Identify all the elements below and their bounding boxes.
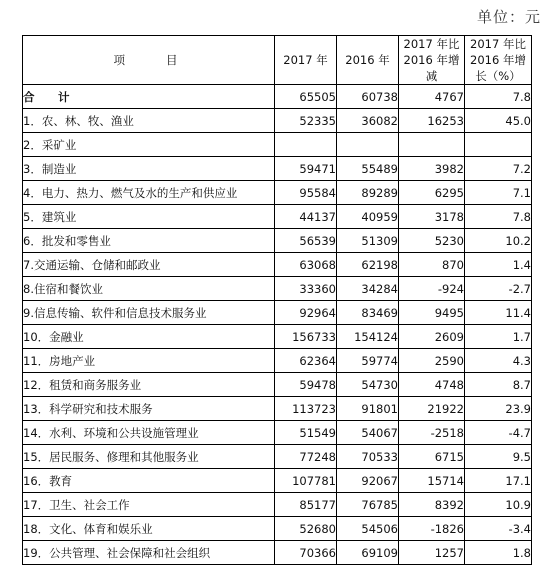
value-2017: 59471	[275, 157, 337, 181]
row-name: 16．教育	[23, 469, 275, 493]
value-2016: 70533	[337, 445, 399, 469]
row-name: 8.住宿和餐饮业	[23, 277, 275, 301]
table-row	[23, 277, 532, 301]
value-change: 8392	[399, 493, 465, 517]
value-change: 6295	[399, 181, 465, 205]
table-row	[23, 109, 532, 133]
value-2017: 65505	[275, 85, 337, 109]
value-change: 21922	[399, 397, 465, 421]
value-2017: 51549	[275, 421, 337, 445]
value-growth: 45.0	[465, 109, 532, 133]
value-growth: 10.9	[465, 493, 532, 517]
table-row	[23, 181, 532, 205]
row-name: 5．建筑业	[23, 205, 275, 229]
value-growth: -3.4	[465, 517, 532, 541]
value-growth: 17.1	[465, 469, 532, 493]
value-2016: 154124	[337, 325, 399, 349]
wage-table	[22, 35, 532, 565]
value-2017: 44137	[275, 205, 337, 229]
value-2017: 113723	[275, 397, 337, 421]
value-growth: 10.2	[465, 229, 532, 253]
row-name: 19．公共管理、社会保障和社会组织	[23, 541, 275, 565]
value-growth: 7.1	[465, 181, 532, 205]
value-2017: 33360	[275, 277, 337, 301]
value-2017: 107781	[275, 469, 337, 493]
table-row	[23, 253, 532, 277]
header-2017: 2017 年	[275, 36, 337, 85]
value-growth: 9.5	[465, 445, 532, 469]
table-row	[23, 301, 532, 325]
row-name: 17．卫生、社会工作	[23, 493, 275, 517]
value-2016: 36082	[337, 109, 399, 133]
row-name: 14．水利、环境和公共设施管理业	[23, 421, 275, 445]
table-row	[23, 373, 532, 397]
value-2017	[275, 133, 337, 157]
table-row	[23, 133, 532, 157]
value-2016: 54730	[337, 373, 399, 397]
header-item: 项 目	[23, 36, 275, 85]
value-growth: 7.8	[465, 205, 532, 229]
unit-label: 单位：元	[476, 8, 541, 26]
value-growth: 7.2	[465, 157, 532, 181]
value-change: 9495	[399, 301, 465, 325]
row-name: 15．居民服务、修理和其他服务业	[23, 445, 275, 469]
table-row	[23, 157, 532, 181]
table-row	[23, 517, 532, 541]
value-2017: 85177	[275, 493, 337, 517]
value-2016: 54067	[337, 421, 399, 445]
row-name: 2．采矿业	[23, 133, 275, 157]
value-2017: 52335	[275, 109, 337, 133]
value-2016: 59774	[337, 349, 399, 373]
value-growth: -2.7	[465, 277, 532, 301]
value-2017: 95584	[275, 181, 337, 205]
value-change	[399, 133, 465, 157]
value-growth: 4.3	[465, 349, 532, 373]
value-2017: 77248	[275, 445, 337, 469]
value-growth: 7.8	[465, 85, 532, 109]
value-2016: 83469	[337, 301, 399, 325]
header-2016: 2016 年	[337, 36, 399, 85]
row-name: 12．租赁和商务服务业	[23, 373, 275, 397]
value-change: 5230	[399, 229, 465, 253]
value-growth: 1.8	[465, 541, 532, 565]
value-growth: 1.4	[465, 253, 532, 277]
table-row	[23, 421, 532, 445]
value-2017: 156733	[275, 325, 337, 349]
value-2016: 34284	[337, 277, 399, 301]
table-row	[23, 85, 532, 109]
value-2016: 92067	[337, 469, 399, 493]
value-2016	[337, 133, 399, 157]
row-name: 10．金融业	[23, 325, 275, 349]
value-2017: 92964	[275, 301, 337, 325]
table-row	[23, 493, 532, 517]
value-growth: 1.7	[465, 325, 532, 349]
row-name: 6．批发和零售业	[23, 229, 275, 253]
value-change: 2590	[399, 349, 465, 373]
value-growth: -4.7	[465, 421, 532, 445]
value-2017: 52680	[275, 517, 337, 541]
value-2016: 89289	[337, 181, 399, 205]
value-2017: 70366	[275, 541, 337, 565]
table-row	[23, 445, 532, 469]
value-2016: 55489	[337, 157, 399, 181]
value-change: -1826	[399, 517, 465, 541]
value-2016: 40959	[337, 205, 399, 229]
value-change: 4748	[399, 373, 465, 397]
value-change: 3178	[399, 205, 465, 229]
value-2016: 76785	[337, 493, 399, 517]
row-name: 11．房地产业	[23, 349, 275, 373]
value-change: -2518	[399, 421, 465, 445]
value-change: 870	[399, 253, 465, 277]
value-change: 1257	[399, 541, 465, 565]
table-row	[23, 349, 532, 373]
value-change: 3982	[399, 157, 465, 181]
value-2017: 62364	[275, 349, 337, 373]
value-2016: 54506	[337, 517, 399, 541]
value-2017: 59478	[275, 373, 337, 397]
value-change: 6715	[399, 445, 465, 469]
value-growth: 23.9	[465, 397, 532, 421]
header-growth: 2017 年比 2016 年增长（%）	[465, 36, 532, 85]
row-name: 4．电力、热力、燃气及水的生产和供应业	[23, 181, 275, 205]
table-header-row	[23, 36, 532, 85]
table-row	[23, 397, 532, 421]
value-growth	[465, 133, 532, 157]
table-row	[23, 469, 532, 493]
row-name: 7.交通运输、仓储和邮政业	[23, 253, 275, 277]
row-name: 13．科学研究和技术服务	[23, 397, 275, 421]
value-2016: 91801	[337, 397, 399, 421]
row-name: 9.信息传输、软件和信息技术服务业	[23, 301, 275, 325]
value-change: 16253	[399, 109, 465, 133]
value-growth: 8.7	[465, 373, 532, 397]
value-change: -924	[399, 277, 465, 301]
header-change: 2017 年比 2016 年增减	[399, 36, 465, 85]
value-2017: 56539	[275, 229, 337, 253]
table-row	[23, 229, 532, 253]
value-change: 2609	[399, 325, 465, 349]
value-change: 15714	[399, 469, 465, 493]
table-row	[23, 541, 532, 565]
row-name: 1．农、林、牧、渔业	[23, 109, 275, 133]
value-change: 4767	[399, 85, 465, 109]
table-row	[23, 205, 532, 229]
table-row	[23, 325, 532, 349]
value-2016: 60738	[337, 85, 399, 109]
value-growth: 11.4	[465, 301, 532, 325]
value-2016: 51309	[337, 229, 399, 253]
row-name: 合 计	[23, 85, 275, 109]
row-name: 18．文化、体育和娱乐业	[23, 517, 275, 541]
value-2016: 69109	[337, 541, 399, 565]
row-name: 3．制造业	[23, 157, 275, 181]
value-2017: 63068	[275, 253, 337, 277]
value-2016: 62198	[337, 253, 399, 277]
